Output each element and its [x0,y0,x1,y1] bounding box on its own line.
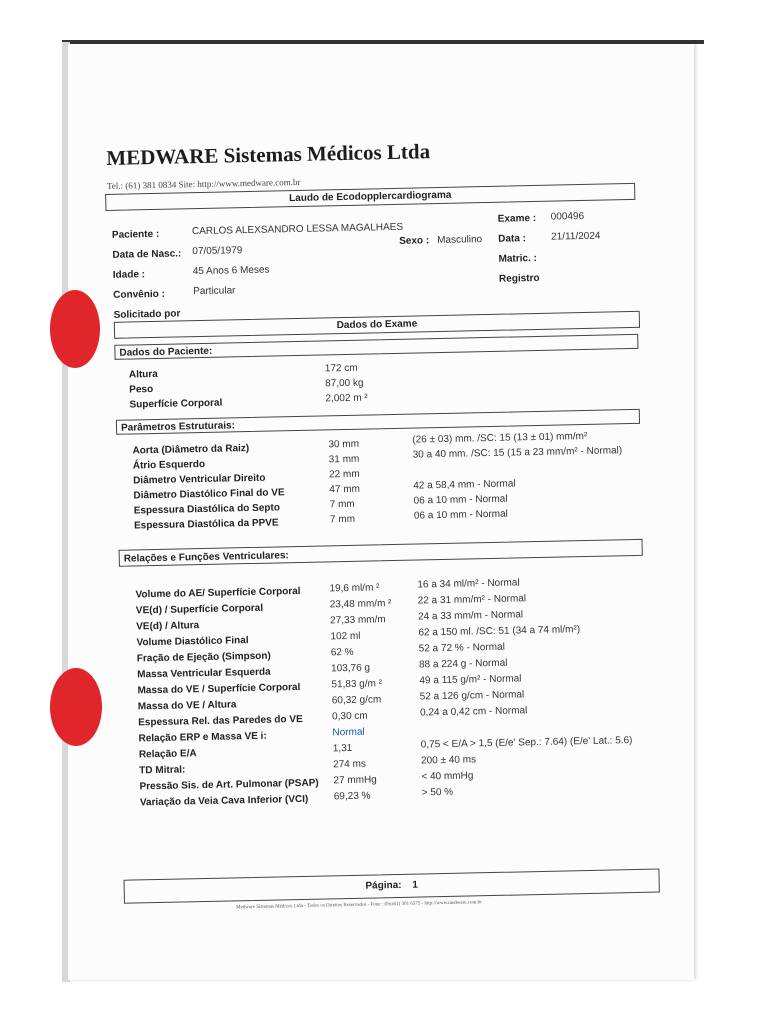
ventricular-label: Massa do VE / Superfície Corporal [137,682,301,697]
ventricular-reference: 0,24 a 0,42 cm - Normal [419,705,528,719]
ventricular-label: Volume do AE/ Superfície Corporal [135,585,301,601]
structural-reference: 06 a 10 mm - Normal [413,508,508,522]
height-label: Altura [128,368,158,381]
record-label: Registro [498,272,540,285]
requested-by-label: Solicitado por [113,308,181,321]
ventricular-reference: 52 a 72 % - Normal [418,641,505,655]
page-label: Página: [365,879,402,892]
structural-value: 47 mm [329,483,361,496]
ventricular-value: 103,76 g [331,662,371,675]
exam-number: 000496 [550,210,585,223]
ventricular-label: Massa do VE / Altura [137,699,237,713]
ventricular-value: 51,83 g/m ² [331,678,383,691]
structural-label: Espessura Diastólica da PPVE [133,517,279,532]
punch-hole-bottom [50,668,102,746]
ventricular-reference: 22 a 31 mm/m² - Normal [417,593,527,607]
page-number: 1 [412,879,419,891]
structural-label: Aorta (Diâmetro da Raiz) [132,443,250,457]
patient-name: CARLOS ALEXSANDRO LESSA MAGALHAES [191,221,404,238]
ventricular-reference: 200 ± 40 ms [420,754,477,767]
exam-data-title: Dados do Exame [336,318,418,332]
footer-note: Medware Sistemas Médicos Ltda - Todos os Direitos Reservados - Fone : (0xx61) 301 6575 - http://www.medware.com.br [236,900,482,911]
punch-hole-top [50,290,100,368]
company-contact: Tel.: (61) 381 0834 Site: http://www.medware.com.br [106,176,301,191]
weight-value: 87,00 kg [325,377,364,390]
ventricular-reference: 0,75 < E/A > 1,5 (E/e' Sep.: 7.64) (E/e' Lat.: 5.6) [420,735,633,751]
sex-label: Sexo : [399,235,430,247]
ventricular-reference: 52 a 126 g/cm - Normal [419,689,525,703]
ventricular-label: Volume Diastólico Final [136,635,249,649]
ventricular-value: 69,23 % [333,790,371,803]
ventricular-label: Pressão Sis. de Art. Pulmonar (PSAP) [139,777,319,793]
ventricular-label: Espessura Rel. das Paredes do VE [138,713,303,729]
ventricular-label: Fração de Ejeção (Simpson) [136,650,271,665]
patient-data-title: Dados do Paciente: [119,345,213,359]
ventricular-value: 27,33 mm/m [330,614,386,627]
structural-value: 31 mm [328,453,360,466]
ventricular-value: 19,6 ml/m ² [329,582,380,595]
body-surface-value: 2,002 m ² [325,392,368,405]
age-label: Idade : [112,269,146,281]
ventricular-label: TD Mitral: [139,764,186,777]
body-surface-label: Superfície Corporal [129,397,223,411]
structural-label: Diâmetro Ventricular Direito [133,472,266,487]
report-document [104,128,681,940]
ventricular-reference: 49 a 115 g/m² - Normal [419,673,522,687]
ventricular-value: 0,30 cm [332,710,368,723]
ventricular-value: Normal [332,726,365,739]
birth-date: 07/05/1979 [192,245,243,258]
structural-title: Parâmetros Estruturais: [120,420,236,434]
ventricular-value: 102 ml [330,630,361,643]
ventricular-label: Massa Ventricular Esquerda [137,666,271,681]
ventricular-reference: > 50 % [421,786,454,799]
structural-label: Espessura Diastólica do Septo [133,502,281,517]
structural-value: 7 mm [329,498,355,511]
structural-value: 7 mm [329,513,356,526]
ventricular-value: 23,48 mm/m ² [329,598,392,611]
page-footer-box [123,869,659,904]
patient-name-label: Paciente : [111,228,160,241]
structural-label: Diâmetro Diastólico Final do VE [133,487,285,502]
insurance-label: Convênio : [113,288,166,301]
structural-reference: 30 a 40 mm. /SC: 15 (15 a 23 mm/m² - Normal) [412,445,623,461]
date-label: Data : [498,233,527,245]
insurance: Particular [193,285,236,298]
ventricular-label: VE(d) / Altura [136,620,200,633]
ventricular-label: Relação E/A [138,748,197,761]
height-value: 172 cm [324,362,358,375]
exam-label: Exame : [497,212,537,225]
ventricular-value: 1,31 [332,742,353,755]
ventricular-title: Relações e Funções Ventriculares: [123,550,289,565]
ventricular-reference: 88 a 224 g - Normal [418,657,508,671]
company-name: MEDWARE Sistemas Médicos Ltda [106,139,431,170]
weight-label: Peso [129,384,154,396]
ventricular-reference: 24 a 33 mm/m - Normal [417,609,524,623]
age: 45 Anos 6 Meses [192,264,270,278]
patient-data-section [114,334,638,360]
ventricular-value: 60,32 g/cm [331,694,382,707]
ventricular-label: Variação da Veia Cava Inferior (VCI) [139,793,309,809]
registration-label: Matric. : [498,252,538,265]
birth-date-label: Data de Nasc.: [112,248,182,261]
report-title: Laudo de Ecodopplercardiograma [289,189,452,205]
ventricular-reference: 16 a 34 ml/m² - Normal [417,577,520,591]
sex: Masculino [437,234,483,247]
ventricular-reference: 62 a 150 ml. /SC: 51 (34 a 74 ml/m²) [418,624,581,639]
ventricular-section [119,539,643,567]
ventricular-value: 274 ms [333,758,367,771]
exam-date: 21/11/2024 [551,230,601,243]
structural-label: Átrio Esquerdo [132,458,206,472]
ventricular-label: Relação ERP e Massa VE i: [138,730,267,745]
ventricular-value: 62 % [330,646,354,659]
structural-value: 22 mm [328,468,360,481]
ventricular-label: VE(d) / Superfície Corporal [135,602,264,617]
structural-reference: (26 ± 03) mm. /SC: 15 (13 ± 01) mm/m² [412,430,588,446]
structural-value: 30 mm [328,438,360,451]
structural-reference: 06 a 10 mm - Normal [413,493,508,507]
structural-reference: 42 a 58,4 mm - Normal [413,478,516,492]
ventricular-reference: < 40 mmHg [421,770,474,783]
ventricular-value: 27 mmHg [333,774,377,787]
